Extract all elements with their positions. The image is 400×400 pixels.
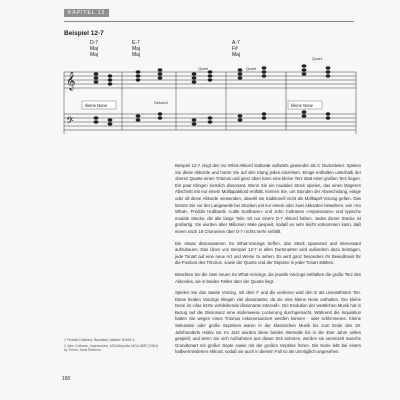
- svg-text:kleine None: kleine None: [291, 103, 314, 108]
- footnote-2: 2 John Coltrane, Impressions, MCA/Impulse MCA-5887 (1961) by Turner Janis Reserve.: [64, 343, 159, 353]
- chord-upper-2: E-7: [132, 40, 140, 46]
- example-title: Beispiel 12-7: [64, 30, 104, 37]
- footnote-1: 1 Freddie Hubbard, Backlash, Atlantic 90466-4.: [64, 338, 136, 342]
- chapter-header: [64, 8, 354, 22]
- interval-label-3: Quart: [246, 66, 257, 71]
- body-text: [175, 163, 361, 361]
- staff-label-left: [82, 101, 116, 109]
- svg-text:kleine None: kleine None: [85, 103, 108, 108]
- interval-label-2: Sekund: [154, 100, 168, 105]
- music-score: [60, 38, 360, 158]
- chord-lower-2: Maj: [132, 46, 141, 52]
- paragraph-4: Spielen Sie das zweite Voicing, mit dem F und dis vertieren wird den E als unerwähnten Ton. Diese beiden Voicings klingen viel dissonanter, da sie eine kleine None enthalten. Die kleine None ist »das letzte verbleibende dissonante Intervall«. Die Evolution der westlichen Musik hat in Bezug auf die Dissonanz eine stufenweise Lockerung durchgemacht. Während die Inquisition hatten Sie wegen eines Tritonus exkommuniziert werden können - oder schlimmeres. Kleine Sekunden oder große Septimen waren in der klassischen Musik bis zum Ende des 19. Jahrhunderts relativ rar. Im Jazz wurden diese beiden Intervalle bis in die 40er Jahre selten gespielt, und wenn Sie sich Aufnahmen aus dieser Zeit anhören, werden sie vereinzelt manche Grundtonart mit großer Septe sowie mit der großen Septime hören. Die None lebt bei einem halbverminderten Akkord, sodaß sie auch in diesem Fall so als unmögllich angesehen.: [175, 290, 361, 355]
- bass-clef-icon: 𝄢: [66, 115, 74, 129]
- paragraph-2: Die etwas dissonanteren So What-Voicings treffen, das Stück spannend und interessant aufzubauen. Das Üben von Beispiel 12-7 in allen Durtonarten wird außerdem dazu beitragen, jede Tonart auf eine neue Art und Weise zu sehen. Es wird ganz besonders Ihr Bewußtsein für die Position des Tritonus, sowie der Quarte und der Septime in jeder Tonart stärken.: [175, 240, 361, 266]
- treble-notes: [94, 64, 331, 85]
- paragraph-3: Beachten Sie die zwei neuen So What-Voicings, die jeweils Voicings enthalten die große Terz des Akkordes, sie in beiden Fällen über der Quarte liegt.: [175, 271, 361, 284]
- interval-label-1: Quart: [198, 66, 209, 71]
- staff-label-right: [288, 101, 322, 109]
- chord-upper-3: A-7: [232, 40, 240, 46]
- paragraph-1: Beispiel 12-7 zeigt den So What-Akkord stationär aufwärts gewendet als C Durtonleiter. Spielen Sie diese Akkorde und hören Sie auf den Klang jedes einzelnen. Einige enthalten unterhalb der oberen Quarte einen Tritonus und ganz oben kann eine kleine Terz statt einer großen Terz liegen. Ein paar Klingen ziemlich dissonant. Wenn Sie ein modales Stück spielen, das einen längeren Abschnitt mit nur einem Molltapakkord enthält, können Sie, um Stunden der Abwechslung, einige oder all diese Akkorde verwenden, obwohl sie traditionell nicht als Molltapef-Voicing gelten. Das könnte Sie vor der Langeweile bei Stücken mit nur einem oder zwei Akkorden bewahren, wie »So What«, Freddie Hubbards »Little Sunflower« und John Coltranes »Impressions« und typische modale Stücke, die alle lange Teile mit nur einem D-7 Akkord haben. Jedes dieser Stücke ist großartig. Sie wurden aber Millionen Male gespielt, sodaß es sehr leicht vorkommen kann, daß einem nach 19 Chorussen über D-7 nichts mehr einfällt.: [175, 163, 361, 234]
- treble-clef-icon: 𝄞: [66, 73, 76, 90]
- footnotes: [64, 338, 162, 354]
- chord-third-2: Maj: [132, 52, 141, 58]
- chapter-label: KAPITEL 12: [64, 9, 109, 17]
- chord-third-1: Maj: [90, 52, 99, 58]
- chord-upper-1: D-7: [90, 40, 99, 46]
- chord-lower-3: F#: [232, 46, 238, 52]
- chord-lower-1: Maj: [90, 46, 99, 52]
- chord-third-3: Maj: [232, 52, 241, 58]
- page-number: 180: [62, 376, 71, 382]
- interval-label-4: Quart: [312, 56, 323, 61]
